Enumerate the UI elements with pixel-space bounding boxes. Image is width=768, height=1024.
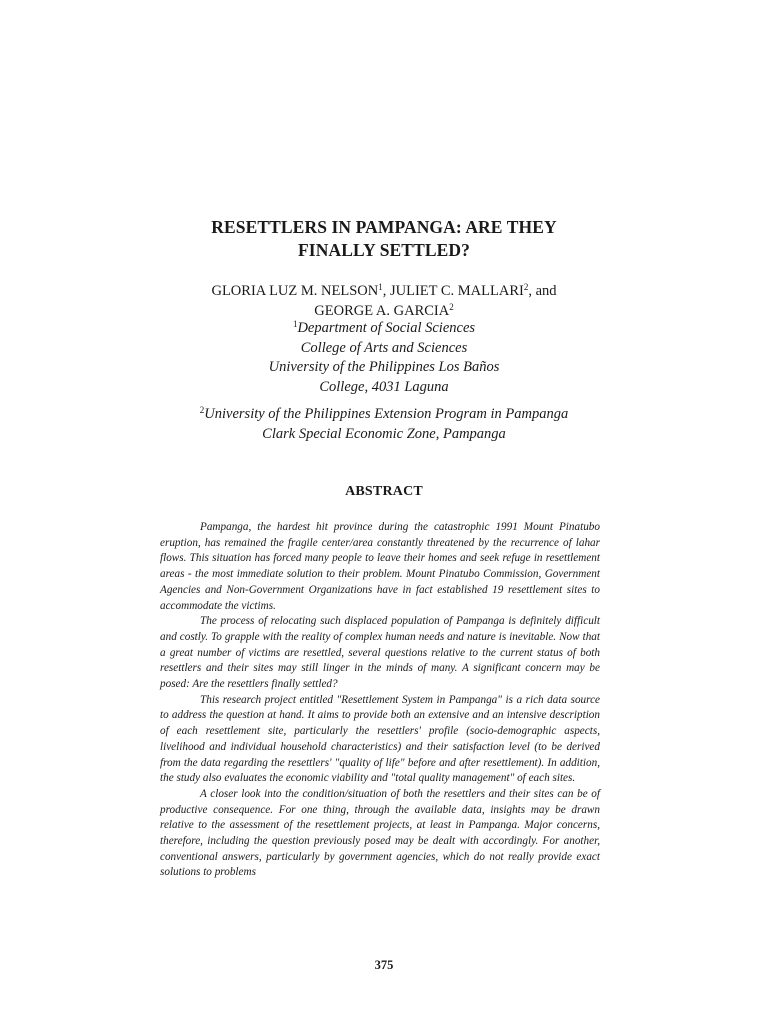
affiliation-line: University of the Philippines Los Baños <box>268 359 500 375</box>
affiliation-line <box>0 319 768 339</box>
author-affiliation-mark: 2 <box>523 282 529 292</box>
affiliation-mark: 2 <box>199 405 205 415</box>
affiliation-1 <box>0 319 768 397</box>
paper-title <box>0 216 768 262</box>
title-line-1: RESETTLERS IN PAMPANGA: ARE THEY <box>211 217 557 237</box>
author-line-1 <box>0 281 768 301</box>
affiliation-line <box>0 405 768 425</box>
author-name: GLORIA LUZ M. NELSON <box>211 283 379 299</box>
affiliation-text: University of the Philippines Extension Program in Pampanga <box>204 406 569 422</box>
abstract-body <box>160 520 600 881</box>
affiliation-line: College, 4031 Laguna <box>319 378 449 395</box>
abstract-paragraph: This research project entitled "Resettlement System in Pampanga" is a rich data source to address the question at hand. It aims to provide both an extensive and an intensive description of each resettlement site, particularly the resettlers' profile (socio-demographic aspects, livelihood and individual household characteristics) and their satisfaction level (to be derived from the data regarding the resettlers' "quality of life" before and after resettlement). In addition, the study also evaluates the economic viability and "total quality management" of each sites. <box>160 693 600 785</box>
affiliation-line: Clark Special Economic Zone, Pampanga <box>262 425 506 442</box>
abstract-paragraph: Pampanga, the hardest hit province during the catastrophic 1991 Mount Pinatubo eruption, has remained the fragile center/area constantly threatened by the recurrence of lahar flows. This situation has forced many people to leave their homes and seek refuge in resettlement areas - the most immediate solution to their problem. Mount Pinatubo Commission, Government Agencies and Non-Government Organizations have in fact established 19 resettlement sites to accommodate the victims. <box>160 521 600 612</box>
author-affiliation-mark: 1 <box>378 282 383 292</box>
title-line-2: FINALLY SETTLED? <box>298 240 470 260</box>
author-name: GEORGE A. GARCIA <box>314 303 450 319</box>
abstract-heading: ABSTRACT <box>345 484 423 499</box>
author-name: JULIET C. MALLARI <box>389 283 524 299</box>
affiliation-line: College of Arts and Sciences <box>300 339 468 356</box>
author-list <box>0 281 768 321</box>
abstract-paragraph: A closer look into the condition/situation of both the resettlers and their sites can be of productive consequence. For one thing, through the available data, insights may be drawn relative to the assessment of the resettlement projects, at least in Pampanga. Major concerns, therefore, including the question previously posed may be dealt with accordingly. For another, conventional answers, particularly by government agencies, which do not really provide exact solutions to problems <box>160 787 600 879</box>
author-separator: , <box>382 283 390 299</box>
abstract-paragraph: The process of relocating such displaced population of Pampanga is definitely difficult and costly. To grapple with the reality of complex human needs and nature is inevitable. Now that a great number of victims are resettled, several questions relative to the current status of both resettlers and their sites may still linger in the minds of many. A significant concern may be posed: Are the resettlers finally settled? <box>160 615 600 691</box>
author-line-2 <box>0 301 768 321</box>
affiliation-text: Department of Social Sciences <box>297 320 476 336</box>
author-separator: , and <box>528 283 557 299</box>
affiliation-mark: 1 <box>292 319 298 329</box>
affiliation-2 <box>0 405 768 444</box>
page-number: 375 <box>374 958 394 972</box>
author-affiliation-mark: 2 <box>449 302 454 312</box>
